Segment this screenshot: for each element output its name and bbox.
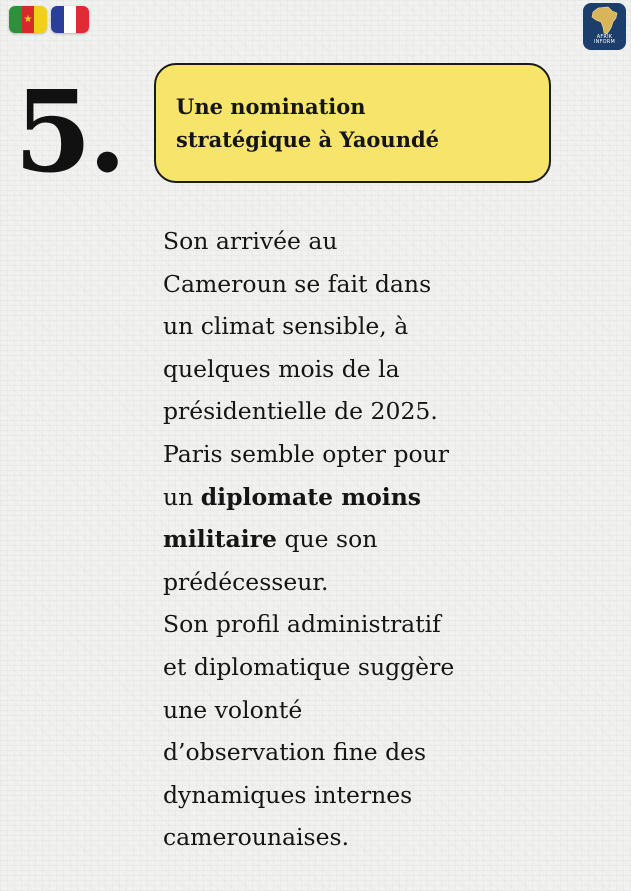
step-number: 5. [14, 67, 123, 198]
africa-map-icon [589, 6, 620, 36]
body-line: une volonté [163, 695, 303, 724]
body-line: dynamiques internes [163, 780, 413, 809]
title-line-1: Une nomination [176, 94, 366, 119]
body-emphasis: diplomate moins [200, 482, 422, 511]
body-paragraph [163, 220, 523, 859]
body-text-fragment: que son [277, 525, 378, 554]
france-flag-icon [51, 6, 89, 33]
body-line: Son profil administratif [163, 610, 441, 639]
body-line: présidentielle de 2025. [163, 397, 438, 426]
body-line: Son arrivée au [163, 227, 338, 255]
logo-text-bottom: INFORM [593, 39, 615, 45]
body-line: camerounaises. [163, 823, 350, 852]
body-line: Paris semble opter pour [163, 439, 450, 468]
logo-text-top: AFRIK [596, 34, 613, 40]
body-line: quelques mois de la [163, 354, 400, 383]
body-line: et diplomatique suggère [163, 652, 455, 681]
body-emphasis: militaire [163, 525, 277, 554]
cameroon-flag-icon [9, 6, 47, 33]
title-line-2: stratégique à Yaoundé [176, 127, 440, 152]
brand-logo [583, 3, 626, 50]
flags-group [9, 6, 89, 33]
body-line: Cameroun se fait dans [163, 269, 432, 298]
body-line [163, 518, 523, 561]
body-text-fragment: un [163, 482, 201, 511]
body-line: un climat sensible, à [163, 312, 409, 341]
body-line [163, 476, 523, 519]
body-line: prédécesseur. [163, 567, 329, 596]
body-line: d’observation fine des [163, 738, 427, 767]
title-box [154, 63, 551, 183]
